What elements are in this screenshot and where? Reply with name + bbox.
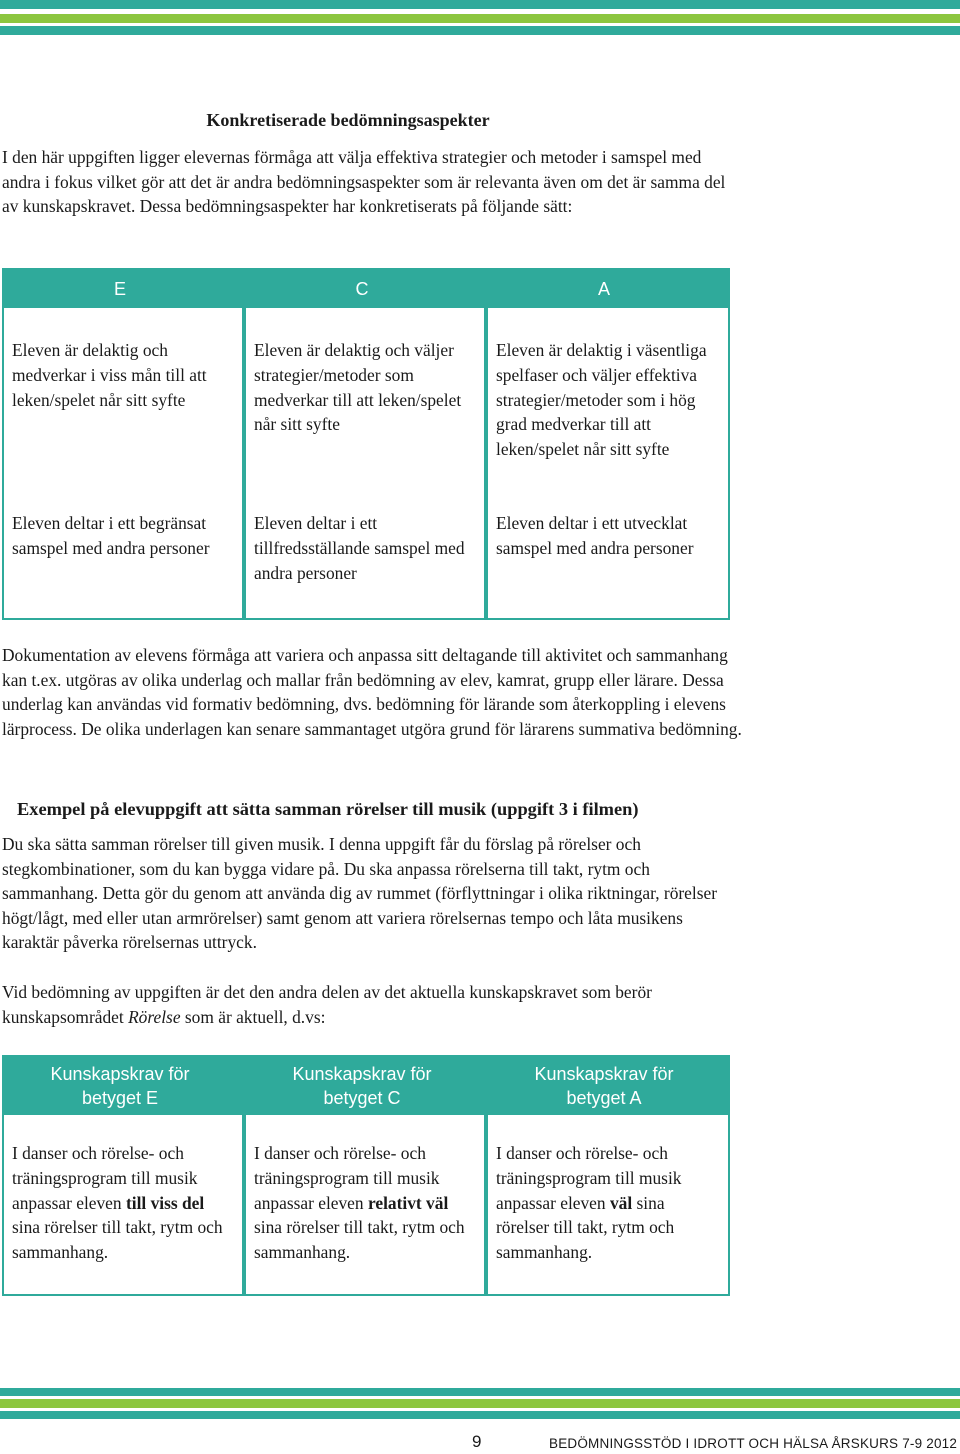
requirement-text: I danser och rörelse- och träningsprogram till musik anpassar eleven (12, 1143, 198, 1213)
requirement-a (496, 1141, 718, 1265)
requirement-e (12, 1141, 234, 1265)
task-paragraph: Du ska sätta samman rörelser till given musik. I denna uppgift får du förslag på rörelser och stegkombinationer, som du kan bygga vidare på. Du ska anpassa rörelserna till takt, rytm och sammanhang. Detta gör du genom att använda dig av rummet (förflyttningar i olika riktningar, rörelser högt/lågt, med eller utan armrörelser) samt genom att variera rörelsernas tempo och låta musikens karaktär påverka rörelsernas uttryck. (2, 834, 718, 953)
top-teal-stripe (0, 0, 960, 9)
header-e: E (113, 278, 126, 299)
cell-e-interaction: Eleven deltar i ett begränsat samspel med andra personer (12, 513, 210, 558)
requirement-c (254, 1141, 476, 1265)
header-grade-c: Kunskapskrav för betyget C (292, 1064, 432, 1108)
requirement-level: till viss del (125, 1192, 205, 1213)
bottom-teal-stripe-2 (0, 1411, 960, 1419)
assessment-text: Vid bedömning av uppgiften är det den andra delen av det aktuella kunskapskravet som berör kunskapsområdet (2, 982, 652, 1027)
assessment-text-end: som är aktuell, d.vs: (180, 1006, 326, 1027)
assessment-paragraph (2, 980, 742, 1029)
top-green-stripe (0, 14, 960, 23)
requirement-text-end: sina rörelser till takt, rytm och sammanhang. (496, 1192, 675, 1263)
page-number: 9 (472, 1432, 482, 1451)
column-divider (242, 270, 246, 618)
knowledge-requirements-table (2, 1055, 730, 1296)
cell-a-interaction: Eleven deltar i ett utvecklat samspel med andra personer (496, 513, 694, 558)
section-heading: Konkretiserade bedömningsaspekter (206, 110, 490, 130)
footer-title: BEDÖMNINGSSTÖD I IDROTT OCH HÄLSA ÅRSKURS 7-9 2012 (549, 1436, 958, 1451)
requirement-text: I danser och rörelse- och träningsprogram till musik anpassar eleven (254, 1143, 440, 1213)
documentation-paragraph: Dokumentation av elevens förmåga att variera och anpassa sitt deltagande till aktivitet och sammanhang kan t.ex. utgöras av olika underlag och mallar från bedömning av elev, kamrat, grupp eller lärare. Dessa underlag kan användas vid formativ bedömning, dvs. bedömning för lärande som återkoppling i elevens lärprocess. De olika underlagen kan senare sammantaget utgöra grund för lärarens summativa bedömning. (2, 645, 742, 739)
top-teal-stripe-2 (0, 26, 960, 35)
column-divider (484, 270, 488, 618)
requirement-text: I danser och rörelse- och träningsprogram till musik anpassar eleven (496, 1143, 682, 1213)
header-c: C (355, 278, 369, 299)
example-heading: Exempel på elevuppgift att sätta samman rörelser till musik (uppgift 3 i filmen) (17, 799, 639, 819)
criteria-table (2, 268, 730, 620)
bottom-green-stripe (0, 1399, 960, 1408)
cell-a-participation: Eleven är delaktig i väsentliga spelfaser och väljer effektiva strategier/metoder som i hög grad medverkar till att leken/spelet når sitt syfte (496, 340, 707, 460)
requirement-text-end: sina rörelser till takt, rytm och sammanhang. (12, 1217, 223, 1263)
cell-e-participation: Eleven är delaktig och medverkar i viss mån till att leken/spelet når sitt syfte (12, 340, 207, 410)
intro-paragraph: I den här uppgiften ligger elevernas förmåga att välja effektiva strategier och metoder i samspel med andra i fokus vilket gör att det är andra bedömningsaspekter som är relevanta även om det är samma del av kunskapskravet. Dessa bedömningsaspekter har konkretiserats på följande sätt: (2, 147, 726, 217)
header-grade-a: Kunskapskrav för betyget A (534, 1064, 674, 1108)
assessment-area: Rörelse (128, 1006, 181, 1027)
cell-c-participation: Eleven är delaktig och väljer strategier/metoder som medverkar till att leken/spelet når sitt syfte (254, 340, 462, 435)
requirement-level: väl (609, 1192, 633, 1213)
bottom-teal-stripe (0, 1388, 960, 1396)
cell-c-interaction: Eleven deltar i ett tillfredsställande samspel med andra personer (254, 513, 465, 583)
header-a: A (597, 278, 610, 299)
requirement-text-end: sina rörelser till takt, rytm och sammanhang. (254, 1217, 465, 1263)
header-grade-e: Kunskapskrav för betyget E (50, 1064, 190, 1108)
requirement-level: relativt väl (367, 1192, 449, 1213)
